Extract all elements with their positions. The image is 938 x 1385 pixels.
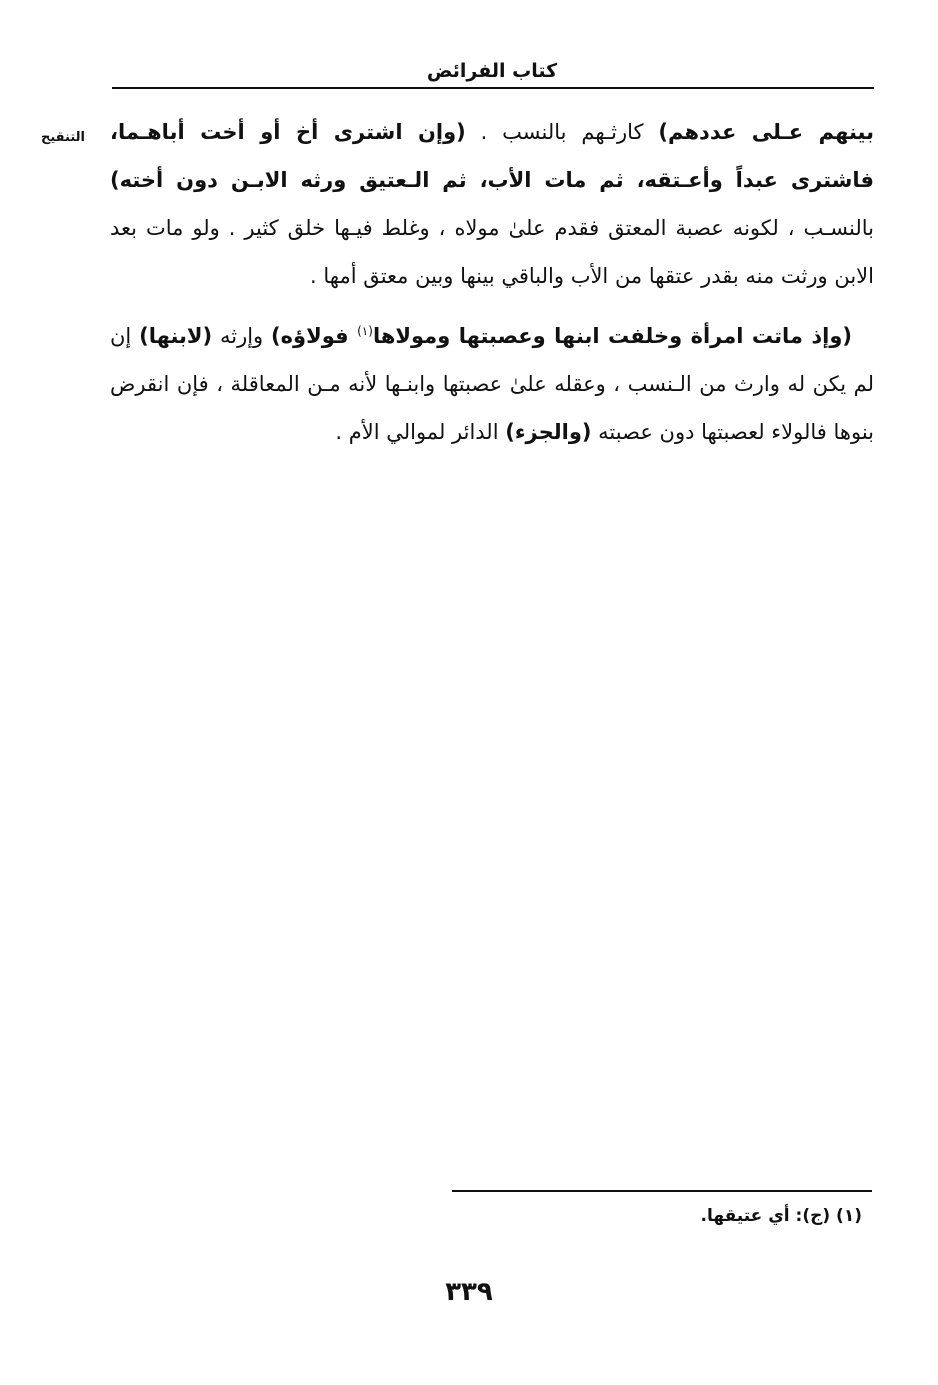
page-number: ٣٣٩	[445, 1277, 493, 1307]
footnote: (١) (ج): أي عتيقها.	[700, 1206, 862, 1226]
p1-bold-2: (وإن اشترى أخ أو أخت أباهـما، فاشترى عبداً وأعـتقه، ثم مات الأب، ثم الـعتيق ورثه الابـن دون أخته)	[110, 120, 874, 192]
p2-bold-3: (لابنها)	[139, 324, 213, 348]
margin-note: التنقيح	[41, 130, 85, 145]
p2-text-1: وإرثه	[212, 324, 272, 348]
p1-text-2: بالنسـب ، لكونه عصبة المعتق فقدم علىٰ مولاه ، وغلط فيـها خلق كثير . ولو مات بعد الابن ورثت منه بقدر عتقها من الأب والباقي بينها وبين معتق أمها .	[110, 216, 874, 288]
p2-text-3: الدائر لموالي الأم .	[335, 420, 506, 444]
p2-bold-1: (وإذ ماتت امرأة وخلفت ابنها وعصبتها ومولاها	[372, 324, 853, 348]
p2-bold-2: فولاؤه)	[271, 324, 358, 348]
paragraph-1	[110, 108, 874, 300]
main-text	[110, 108, 874, 456]
footnote-marker[interactable]: (١)	[357, 324, 373, 338]
p2-bold-4: (والجزء)	[505, 420, 592, 444]
paragraph-2	[110, 312, 874, 456]
p1-bold-1: بينهم عـلى عددهم)	[658, 120, 874, 144]
p2-text-2: إن لم يكن له وارث من الـنسب ، وعقله علىٰ عصبتها وابنـها لأنه مـن المعاقلة ، فإن انقرض بنوها فالولاء لعصبتها دون عصبته	[110, 324, 874, 444]
footnote-rule	[452, 1190, 872, 1192]
p1-text-1: كارثـهم بالنسب .	[465, 120, 659, 144]
header-rule	[112, 87, 874, 89]
running-head: كتاب الفرائض	[426, 60, 558, 82]
